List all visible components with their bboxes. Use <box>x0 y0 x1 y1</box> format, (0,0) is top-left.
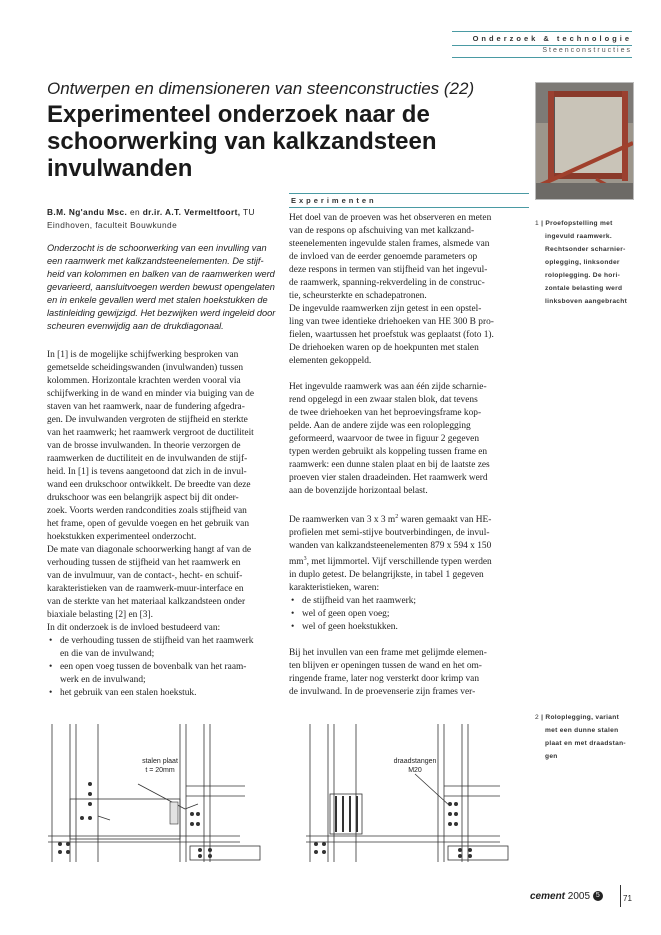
header-rule-bottom <box>452 57 632 58</box>
body-line: proeven vier stalen draadeinden. Het raamwerk werd <box>289 473 488 483</box>
body-line: raamwerken de ductiliteit en de invulwanden de stijf- <box>47 454 248 464</box>
body-line: van het raamwerk; het raamwerk vergroot de ductiliteit <box>47 428 254 438</box>
label-line: draadstangen <box>393 758 437 765</box>
footer-brand: cement <box>530 891 566 902</box>
body-line: van de invulmuur, van de contact-, hecht- en schuif- <box>47 571 243 581</box>
body-line: de invloed van de eerder genoemde parameters op <box>289 252 478 262</box>
authors <box>47 207 255 217</box>
footer <box>530 891 603 902</box>
body-line: van de sterkte van het materiaal kalkzandsteen onder <box>47 597 246 607</box>
header-rule-top <box>452 31 632 32</box>
body-line: zoek. Voorts werden randcondities zoals stijfheid van <box>47 506 247 516</box>
intro-line: heid van kolommen en balken van de raamwerken werd <box>47 269 275 279</box>
caption-1-line: Proefopstelling met <box>545 220 613 227</box>
photo-illustration <box>536 83 633 199</box>
left-body-column <box>47 349 283 700</box>
title-line-2: schoorwerking van kalkzandsteen <box>47 128 437 155</box>
body-line: van de respons op afschuiving van met kalkzand- <box>289 226 475 236</box>
body-line: verhouding tussen de stijfheid van het raamwerk en <box>47 558 241 568</box>
caption-2-line: met een dunne stalen <box>545 727 619 734</box>
body-line: de raamwerk, spanning-rekverdeling in de construc- <box>289 278 485 288</box>
caption-figure-2: 2 | Roloplegging, variant met een dunne stalen plaat en met draadstan- gen <box>535 711 635 763</box>
body-line: ringende frame, later nog versterkt door krimp van <box>289 674 480 685</box>
body-line: De ingevulde raamwerken zijn getest in een opstel- <box>289 304 482 314</box>
body-line: Het ingevulde raamwerk was aan één zijde scharnie- <box>289 382 487 392</box>
body-line: staven van het raamwerk, naar de fundering afgedra- <box>47 402 245 412</box>
footer-issue: 5 <box>595 892 600 900</box>
text-run: , met lijmmortel. Vijf verschillende typen werden <box>306 557 492 568</box>
left-drawing <box>48 724 260 862</box>
body-line: Bij het invullen van een frame met gelijmde elemen- <box>289 648 487 659</box>
figure-label-steel-plate <box>130 757 190 775</box>
bullet-line: • een open voeg tussen de bovenbalk van het raam- <box>60 662 247 672</box>
section-heading: Experimenten <box>291 196 377 205</box>
bullet-item: • wel of geen open voeg; <box>302 608 531 621</box>
paragraph-gap <box>289 368 531 381</box>
footer-year: 2005 <box>567 891 591 902</box>
text-run: mm <box>289 557 304 568</box>
caption-photo-1: 1 | Proefopstelling met ingevuld raamwerk. Rechtsonder scharnier- oplegging, linksonder roloplegging. De hori- zontale belasting werd linksboven aangebracht <box>535 217 635 308</box>
caption-1-line: linksboven aangebracht <box>545 298 628 305</box>
section-rule-bottom <box>289 207 529 208</box>
body-line: In dit onderzoek is de invloed bestudeerd van: <box>47 623 221 633</box>
body-line: tie, scheursterkte en schadepatronen. <box>289 291 427 301</box>
body-line: Het doel van de proeven was het observeren en meten <box>289 213 492 223</box>
caption-1-line: Rechtsonder scharnier- <box>545 246 626 253</box>
caption-2-line: plaat en met draadstan- <box>545 740 626 747</box>
body-line: biaxiale belasting [2] en [3]. <box>47 610 153 620</box>
author-org: TU <box>243 207 255 217</box>
body-line: schijfwerking in de wand en minder via buiging van de <box>47 389 254 399</box>
body-line: De driehoeken waren op de hoekpunten met stalen <box>289 343 479 353</box>
body-line: karakteristieken, waren: <box>289 583 380 594</box>
body-line: heid. In [1] is tevens aangetoond dat zich in de invul- <box>47 467 247 477</box>
body-line: de invulwand. In de proevenserie zijn frames ver- <box>289 687 476 698</box>
body-line: hoekstukken experimenteel onderzocht. <box>47 532 197 542</box>
bullet-line: • het gebruik van een stalen hoekstuk. <box>60 688 197 698</box>
superscript: 2 <box>395 514 399 520</box>
body-line: gen. De invulwanden vergroten de stijfheid en sterkte <box>47 415 248 425</box>
test-setup-photo <box>535 82 634 200</box>
title-line-3: invulwanden <box>47 155 193 182</box>
body-line: steenelementen ingevulde stalen frames, alsmede van <box>289 239 490 249</box>
body-line: elementen gekoppeld. <box>289 356 372 366</box>
footer-issue-badge <box>593 891 603 901</box>
figure-2-drawing <box>40 724 510 862</box>
author-2: dr.ir. A.T. Vermeltfoort, <box>142 207 241 217</box>
body-line <box>289 553 531 569</box>
author-and: en <box>129 207 140 217</box>
body-line: aan de bovenzijde horizontaal belast. <box>289 486 428 496</box>
body-line: profielen met semi-stijve boutverbindingen, de invul- <box>289 528 490 539</box>
title-line-1: Experimenteel onderzoek naar de <box>47 101 430 128</box>
caption-1-number: 1 <box>535 220 539 227</box>
text-run: waren gemaakt van HE- <box>398 515 492 526</box>
label-line: stalen plaat <box>142 758 178 765</box>
label-line: t = 20mm <box>145 767 175 774</box>
caption-1-line: oplegging, linksonder <box>545 259 620 266</box>
body-line: van de brosse invulwanden. In theorie verzorgen de <box>47 441 241 451</box>
body-line: karakteristieken van de raamwerk-muur-interface en <box>47 584 244 594</box>
body-line: fielen, waartussen het proefstuk was geplaatst (foto 1). <box>289 330 494 340</box>
section-label: Onderzoek & technologie <box>472 34 632 43</box>
body-line: ling van twee identieke driehoeken van HE 300 B pro- <box>289 317 494 327</box>
caption-1-line: ingevuld raamwerk. <box>545 233 612 240</box>
intro-line: scheuren evenwijdig aan de drukdiagonaal. <box>47 321 224 331</box>
page-number: 71 <box>623 894 632 903</box>
figure-label-threaded-rods <box>380 757 450 775</box>
intro-line: Onderzocht is de schoorwerking van een invulling van <box>47 243 267 253</box>
bullet-item <box>60 661 283 687</box>
bullet-item <box>60 687 283 700</box>
body-line: kolommen. Horizontale krachten werden vooral via <box>47 376 241 386</box>
body-line: het frame, open of gevulde voegen en het gebruik van <box>47 519 250 529</box>
intro-line: lastinleiding gewijzigd. Het bezwijken werd ingeleid door <box>47 308 276 318</box>
bullet-line: werk en de invulwand; <box>60 675 146 685</box>
paragraph-gap <box>289 498 531 511</box>
caption-1-line: zontale belasting werd <box>545 285 623 292</box>
right-bullet-list <box>289 595 531 634</box>
intro-line: en in enkele gevallen werd met stalen hoekstukken de <box>47 295 268 305</box>
footer-divider <box>620 885 621 907</box>
subsection-label: Steenconstructies <box>542 47 632 54</box>
superscript: 3 <box>303 556 307 563</box>
header-rule-mid <box>452 45 632 46</box>
right-body-column <box>289 212 531 699</box>
right-drawing <box>306 724 508 862</box>
bullet-line: • de verhouding tussen de stijfheid van het raamwerk <box>60 636 254 646</box>
bullet-item <box>60 635 283 661</box>
bullet-item: • de stijfheid van het raamwerk; <box>302 595 531 608</box>
caption-2-number: 2 <box>535 714 539 721</box>
text-run: De raamwerken van 3 x 3 m <box>289 515 396 526</box>
label-line: M20 <box>408 767 422 774</box>
body-line: gemetselde scheidingswanden (invulwanden) tussen <box>47 363 244 373</box>
body-line: wand een drukschoor ontwikkelt. De breedte van deze <box>47 480 251 490</box>
body-line: In [1] is de mogelijke schijfwerking besproken van <box>47 350 239 360</box>
body-line: de twee driehoeken van het beproevingsframe kop- <box>289 408 482 418</box>
intro-paragraph <box>47 242 276 333</box>
affiliation: Eindhoven, faculteit Bouwkunde <box>47 220 178 230</box>
body-line: geformeerd, waarvoor de twee in figuur 2 gegeven <box>289 434 480 444</box>
body-line: drukschoor was een belangrijk aspect bij dit onder- <box>47 493 239 503</box>
caption-2-line: gen <box>545 753 558 760</box>
body-line: deze respons in termen van stijfheid van het ingevul- <box>289 265 488 275</box>
body-line <box>289 511 531 527</box>
body-line: raamwerk: een dunne stalen plaat en bij de laatste zes <box>289 460 490 470</box>
caption-1-line: roloplegging. De hori- <box>545 272 621 279</box>
intro-line: een raamwerk met kalkzandsteenelementen. De stijf- <box>47 256 264 266</box>
series-title: Ontwerpen en dimensioneren van steenconstructies (22) <box>47 79 475 98</box>
page-title <box>47 101 527 182</box>
body-line: De mate van diagonale schoorwerking hangt af van de <box>47 545 252 555</box>
section-rule-top <box>289 193 529 194</box>
caption-2-line: Roloplegging, variant <box>545 714 620 721</box>
author-1: B.M. Ng'andu Msc. <box>47 207 128 217</box>
body-line: wanden van kalkzandsteenelementen 879 x 594 x 150 <box>289 541 492 552</box>
bullet-line: en die van de invulwand; <box>60 649 155 659</box>
body-line: ten blijven er openingen tussen de wand en het om- <box>289 661 482 672</box>
left-bolts <box>58 782 212 858</box>
bullet-item: • wel of geen hoekstukken. <box>302 621 531 634</box>
body-line: rend opgelegd in een zwaar stalen blok, dat tevens <box>289 395 478 405</box>
body-line: in duplo getest. De belangrijkste, in tabel 1 gegeven <box>289 570 484 581</box>
left-bullet-list <box>47 635 283 700</box>
paragraph-gap <box>289 634 531 647</box>
body-line: pelde. Aan de andere zijde was een roloplegging <box>289 421 471 431</box>
intro-line: gevarieerd, aansluitvoegen werden bewust opengelaten <box>47 282 275 292</box>
body-line: typen werden gebruikt als koppeling tussen frame en <box>289 447 488 457</box>
